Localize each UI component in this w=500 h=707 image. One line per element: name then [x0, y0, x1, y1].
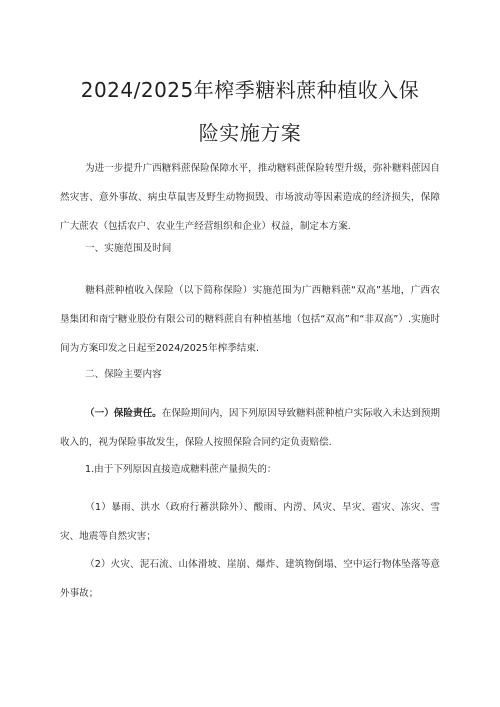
sub-1-item-1: [60, 493, 440, 551]
sub-1-heading: [60, 455, 440, 484]
intro-text: 为进一步提升广西糖料蔗保险保障水平，推动糖料蔗保险转型升级，弥补糖料蔗因自然灾害、意外事故、病虫草鼠害及野生动物损毁、市场波动等因素造成的经济损失，保障广大蔗农（包括农户、农业生产经营组织和企业）权益，制定本方案.: [60, 163, 440, 232]
item-1-lead: （一）保险责任。: [85, 408, 162, 419]
item-1-text: 在保险期间内，因下列原因导致糖料蔗种植户实际收入未达到预期收入的，视为保险事故发生，保险人按照保险合同约定负责赔偿.: [60, 408, 441, 448]
sub-1-item-1-text: （1）暴雨、洪水（政府行蓄洪除外）、酸雨、内涝、风灾、旱灾、雹灾、冻灾、雪灾、地震等自然灾害；: [60, 502, 440, 542]
section-1-heading-text: 一、实施范围及时间: [85, 243, 172, 254]
section-1-heading: [60, 234, 440, 263]
document-title-line-2: 险实施方案: [198, 121, 302, 145]
intro-paragraph: [60, 154, 440, 241]
section-2-heading: [60, 360, 440, 389]
document-title-line-1: 2024/2025年榨季糖料蔗种植收入保: [80, 78, 420, 102]
section-1-text: 糖料蔗种植收入保险（以下简称保险）实施范围为广西糖料蔗“双高”基地，广西农垦集团和南宁糖业股份有限公司的糖料蔗自有种植基地（包括“双高”和“非双高”）.实施时间为方案印发之日起至2024/2025年榨季结束.: [60, 285, 440, 354]
sub-1-item-2-text: （2）火灾、泥石流、山体滑坡、崖崩、爆炸、建筑物倒塌、空中运行物体坠落等意外事故；: [60, 559, 440, 599]
sub-1-item-2: [60, 550, 440, 608]
section-2-heading-text: 二、保险主要内容: [85, 369, 162, 380]
item-1-paragraph: [60, 399, 440, 457]
sub-1-heading-text: 1.由于下列原因直接造成糖料蔗产量损失的：: [85, 464, 277, 475]
section-1-paragraph: [60, 276, 440, 363]
